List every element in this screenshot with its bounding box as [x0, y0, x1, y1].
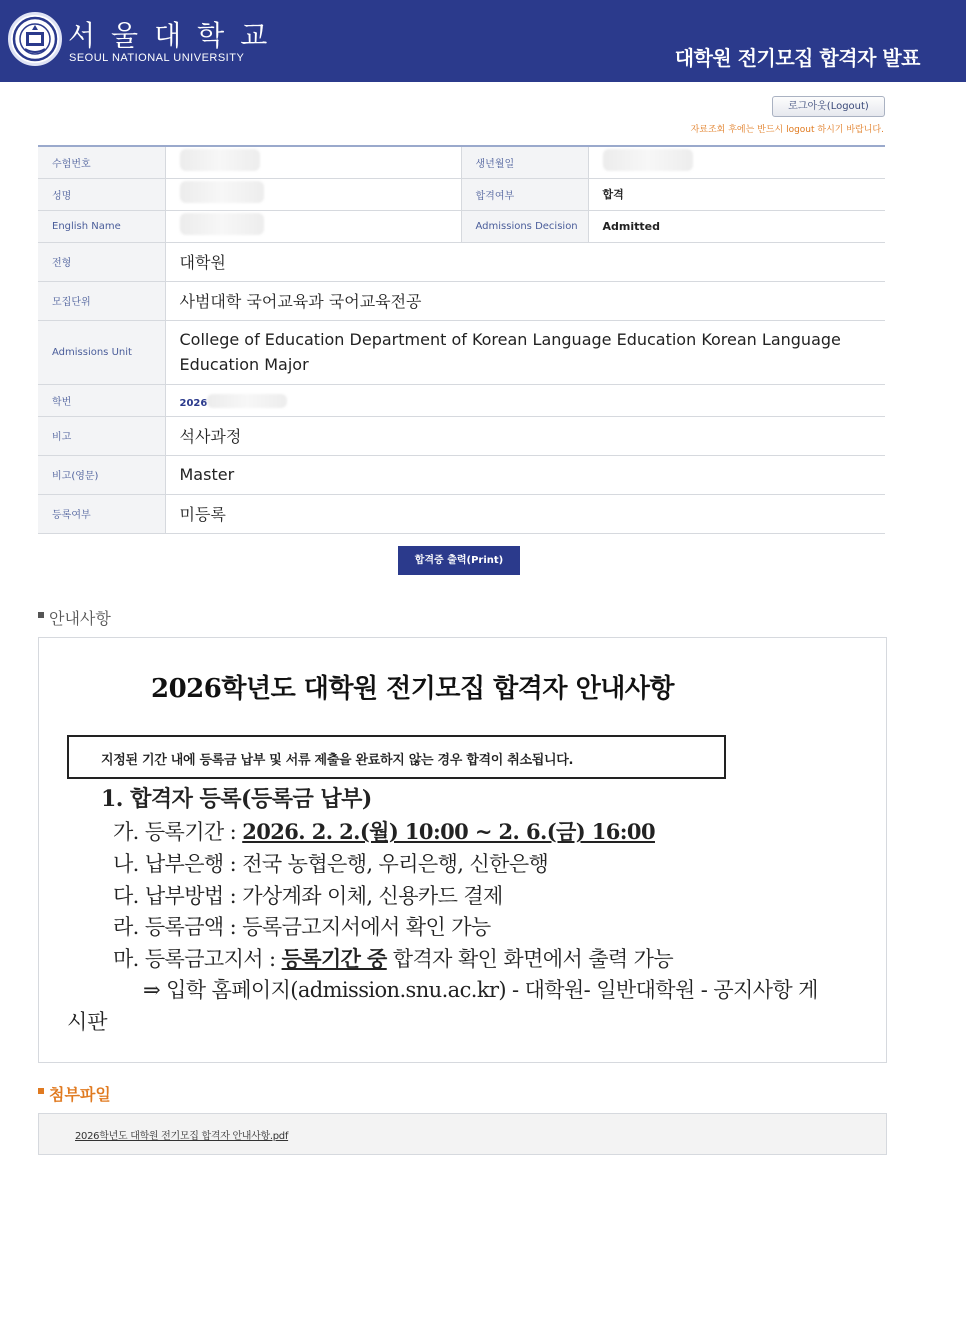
remark-value: 석사과정 [165, 416, 885, 455]
student-number-label: 학번 [38, 384, 165, 416]
registration-period-dates: 2026. 2. 2.(월) 10:00 ~ 2. 6.(금) 16:00 [242, 819, 655, 844]
admission-result-table [38, 145, 885, 534]
admissions-unit-label: Admissions Unit [38, 320, 165, 384]
student-number-prefix: 2026 [179, 397, 208, 409]
student-number-value [165, 384, 885, 416]
admissions-unit-value: College of Education Department of Korean Language Education Korean Language Education Major [165, 320, 885, 384]
registration-status-label: 등록여부 [38, 494, 165, 533]
logo-korean-text: 서울대학교 [68, 19, 284, 52]
tuition-amount-line: 라. 등록금액 : 등록금고지서에서 확인 가능 [113, 915, 491, 939]
name-label: 성명 [38, 178, 165, 210]
recruitment-unit-label: 모집단위 [38, 281, 165, 320]
english-name-value [165, 210, 461, 242]
snu-emblem-icon [8, 12, 62, 66]
admissions-decision-label: Admissions Decision [461, 210, 588, 242]
attachment-box [38, 1113, 887, 1155]
redacted-student-number [207, 394, 287, 408]
notice-box [38, 637, 887, 1063]
attachment-file-link[interactable]: 2026학년도 대학원 전기모집 합격자 안내사항.pdf [75, 1131, 289, 1142]
tuition-bill-emphasis: 등록기간 중 [281, 946, 387, 971]
redacted-english-name [180, 213, 264, 235]
exam-number-label: 수험번호 [38, 146, 165, 178]
homepage-path-wrap: 시판 [67, 1010, 108, 1034]
birthdate-label: 생년월일 [461, 146, 588, 178]
redacted-name [180, 181, 264, 203]
exam-number-value [165, 146, 461, 178]
redacted-birthdate [603, 149, 693, 171]
tuition-bill-line [113, 943, 673, 973]
admission-type-value: 대학원 [165, 242, 885, 281]
admissions-decision-value: Admitted [588, 210, 885, 242]
notice-section-heading [38, 606, 111, 629]
logo-english-text: SEOUL NATIONAL UNIVERSITY [69, 52, 245, 64]
redacted-exam-number [180, 149, 260, 171]
birthdate-value [588, 146, 885, 178]
recruitment-unit-value: 사범대학 국어교육과 국어교육전공 [165, 281, 885, 320]
pass-status-label: 합격여부 [461, 178, 588, 210]
attachment-heading-text: 첨부파일 [49, 1085, 111, 1104]
emblem-graphic [11, 15, 59, 63]
remark-english-value: Master [165, 455, 885, 494]
notice-title: 2026학년도 대학원 전기모집 합격자 안내사항 [151, 674, 675, 704]
tuition-bill-label: 마. 등록금고지서 : [113, 947, 282, 971]
bullet-square-icon [38, 612, 44, 618]
header-bar [0, 0, 966, 82]
tuition-bill-rest: 합격자 확인 화면에서 출력 가능 [386, 947, 674, 971]
payment-method-line: 다. 납부방법 : 가상계좌 이체, 신용카드 결제 [113, 884, 503, 908]
name-value [165, 178, 461, 210]
logout-button[interactable]: 로그아웃(Logout) [772, 96, 885, 117]
warning-text: 지정된 기간 내에 등록금 납부 및 서류 제출을 완료하지 않는 경우 합격이 취소됩니다. [101, 753, 574, 768]
english-name-label: English Name [38, 210, 165, 242]
print-certificate-button[interactable]: 합격증 출력(Print) [398, 546, 520, 575]
page-title: 대학원 전기모집 합격자 발표 [674, 46, 920, 70]
pass-status-value: 합격 [588, 178, 885, 210]
payment-bank-line: 나. 납부은행 : 전국 농협은행, 우리은행, 신한은행 [113, 852, 549, 876]
registration-status-value: 미등록 [165, 494, 885, 533]
attachment-section-heading [38, 1082, 111, 1105]
bullet-square-icon [38, 1088, 44, 1094]
warning-box [67, 735, 726, 779]
registration-period-label: 가. 등록기간 : [113, 820, 243, 844]
registration-period-line [113, 816, 655, 846]
homepage-path-line: ⇒ 입학 홈페이지(admission.snu.ac.kr) - 대학원- 일반대학원 - 공지사항 게 [143, 978, 818, 1002]
notice-heading-text: 안내사항 [49, 609, 111, 628]
registration-heading: 1. 합격자 등록(등록금 납부) [101, 786, 372, 812]
logout-notice: 자료조회 후에는 반드시 logout 하시기 바랍니다. [690, 125, 884, 135]
admission-type-label: 전형 [38, 242, 165, 281]
remark-english-label: 비고(영문) [38, 455, 165, 494]
remark-label: 비고 [38, 416, 165, 455]
